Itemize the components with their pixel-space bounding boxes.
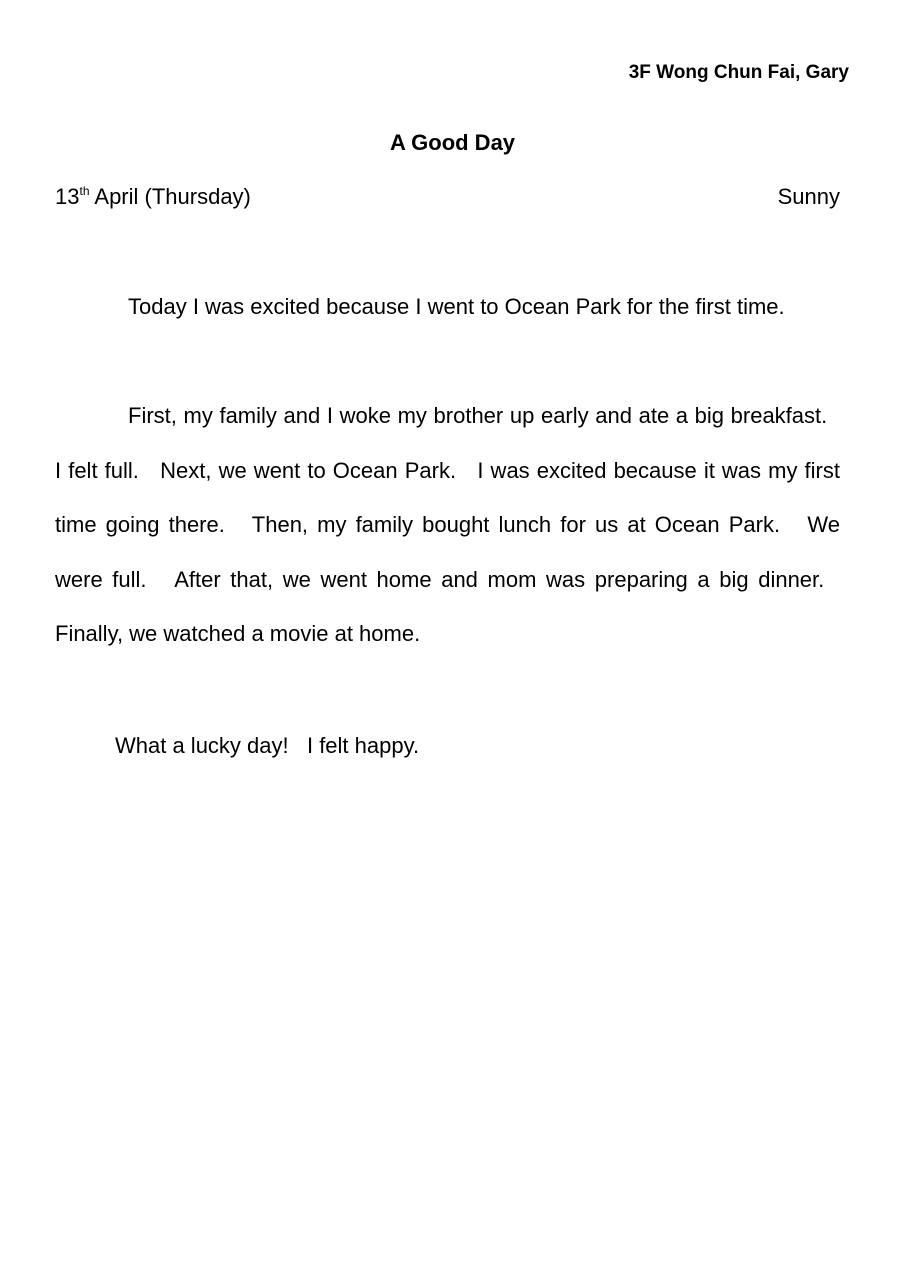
paragraph-body: First, my family and I woke my brother up early and ate a big breakfast. I felt full. Next, we went to Ocean Park. I was excited because it was my first time going there. Then, my family bought lunch for us at Ocean Park. We were full. After that, we went home and mom was preparing a big dinner. Finally, we watched a movie at home.	[55, 403, 840, 646]
date-weather-line	[55, 184, 840, 210]
date-suffix: th	[79, 184, 90, 198]
weather: Sunny	[777, 184, 840, 209]
date-day: 13	[55, 184, 80, 209]
date-rest: April (Thursday)	[89, 184, 251, 209]
page-title: A Good Day	[389, 130, 516, 155]
paragraph-conclusion: What a lucky day! I felt happy.	[115, 733, 420, 758]
date	[55, 184, 251, 210]
paragraph-intro: Today I was excited because I went to Ocean Park for the first time.	[128, 294, 785, 319]
author-name: 3F Wong Chun Fai, Gary	[628, 62, 849, 83]
